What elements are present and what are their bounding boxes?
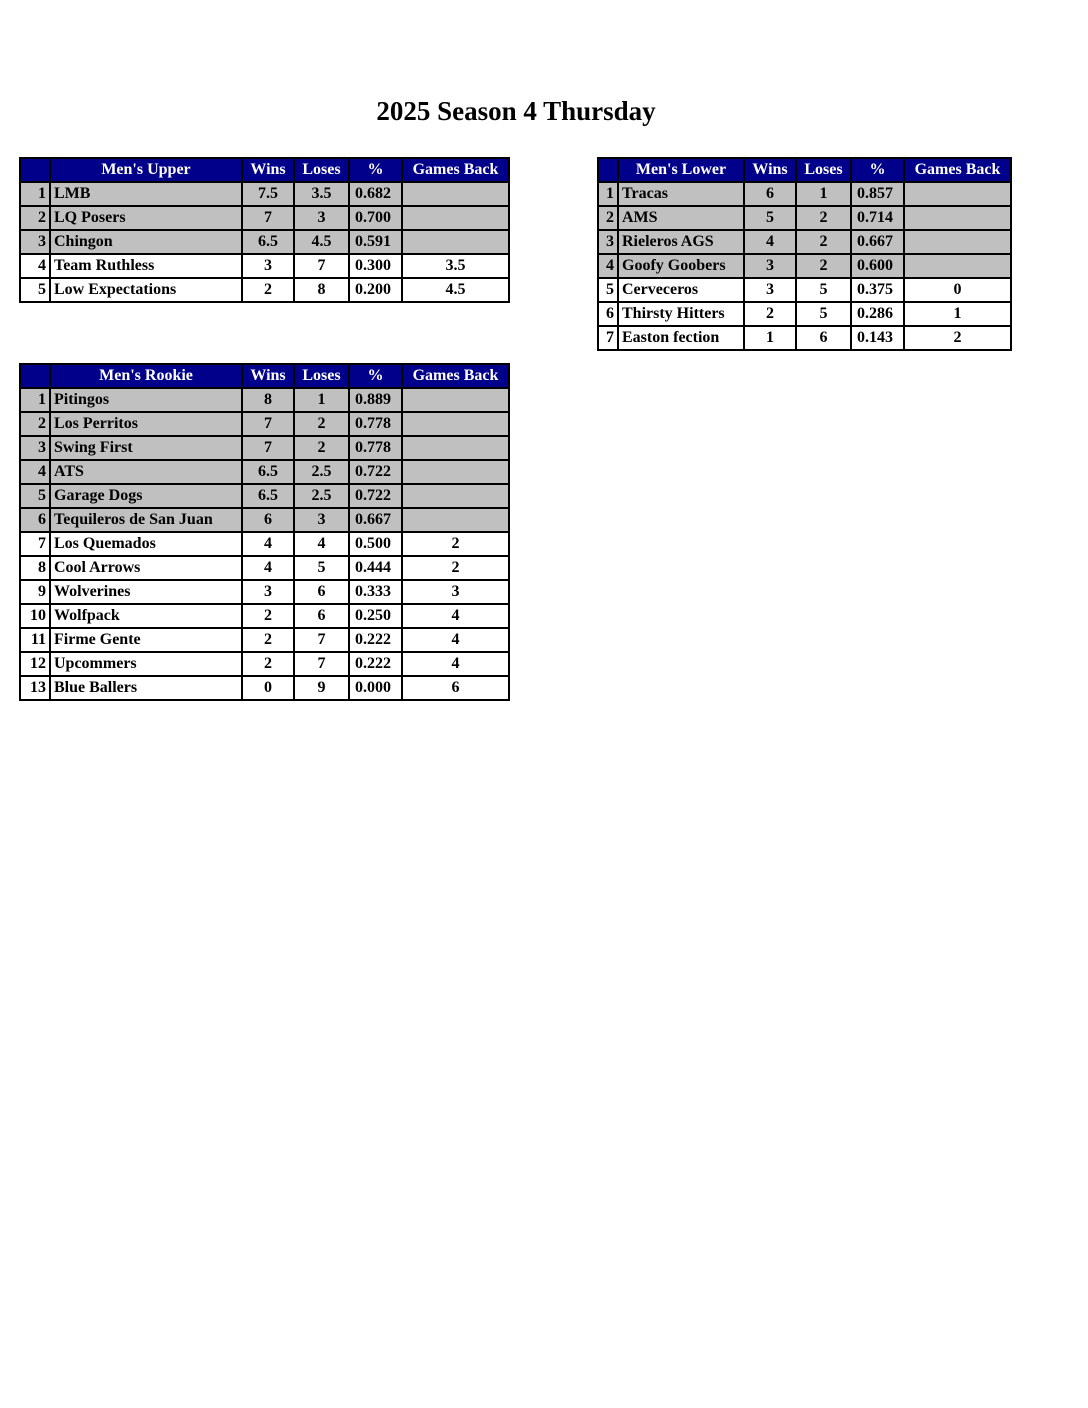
mens-rookie-standings-table [19, 363, 510, 701]
loses-cell: 2 [796, 230, 851, 254]
loses-cell: 5 [796, 278, 851, 302]
division-name-header: Men's Upper [50, 158, 242, 182]
team-name-cell: Wolverines [50, 580, 242, 604]
mens-upper-standings-table [19, 157, 510, 303]
wins-cell: 8 [242, 388, 294, 412]
wins-cell: 2 [242, 628, 294, 652]
pct-cell: 0.200 [349, 278, 402, 302]
loses-cell: 1 [796, 182, 851, 206]
table-row [20, 532, 509, 556]
rank-cell: 3 [20, 230, 50, 254]
table-row [20, 604, 509, 628]
wins-cell: 6 [744, 182, 796, 206]
loses-cell: 2 [796, 206, 851, 230]
wins-header: Wins [744, 158, 796, 182]
wins-cell: 4 [744, 230, 796, 254]
team-name-cell: Goofy Goobers [618, 254, 744, 278]
wins-cell: 2 [242, 278, 294, 302]
games-back-cell [402, 206, 509, 230]
pct-cell: 0.667 [349, 508, 402, 532]
table-header-row [598, 158, 1011, 182]
wins-cell: 2 [744, 302, 796, 326]
wins-cell: 3 [242, 580, 294, 604]
table-row [20, 206, 509, 230]
pct-header: % [349, 158, 402, 182]
wins-header: Wins [242, 364, 294, 388]
loses-cell: 9 [294, 676, 349, 700]
pct-cell: 0.714 [851, 206, 904, 230]
games-back-cell: 3 [402, 580, 509, 604]
pct-cell: 0.444 [349, 556, 402, 580]
rank-cell: 12 [20, 652, 50, 676]
wins-cell: 6.5 [242, 484, 294, 508]
team-name-cell: Rieleros AGS [618, 230, 744, 254]
wins-cell: 1 [744, 326, 796, 350]
games-back-cell: 2 [904, 326, 1011, 350]
rank-header [598, 158, 618, 182]
wins-cell: 4 [242, 556, 294, 580]
pct-cell: 0.778 [349, 412, 402, 436]
games-back-cell [402, 460, 509, 484]
team-name-cell: Cerveceros [618, 278, 744, 302]
rank-cell: 5 [20, 484, 50, 508]
pct-cell: 0.500 [349, 532, 402, 556]
wins-cell: 5 [744, 206, 796, 230]
wins-cell: 3 [744, 278, 796, 302]
table-row [20, 436, 509, 460]
rank-cell: 8 [20, 556, 50, 580]
loses-cell: 2.5 [294, 460, 349, 484]
pct-cell: 0.000 [349, 676, 402, 700]
table-row [20, 460, 509, 484]
pct-cell: 0.778 [349, 436, 402, 460]
table-row [20, 230, 509, 254]
games-back-cell: 4 [402, 652, 509, 676]
table-row [20, 412, 509, 436]
pct-cell: 0.889 [349, 388, 402, 412]
loses-cell: 2 [294, 412, 349, 436]
rank-cell: 7 [598, 326, 618, 350]
team-name-cell: Tequileros de San Juan [50, 508, 242, 532]
pct-cell: 0.286 [851, 302, 904, 326]
team-name-cell: Low Expectations [50, 278, 242, 302]
table-row [20, 484, 509, 508]
pct-header: % [851, 158, 904, 182]
team-name-cell: Garage Dogs [50, 484, 242, 508]
games-back-cell: 4.5 [402, 278, 509, 302]
rank-cell: 10 [20, 604, 50, 628]
games-back-cell: 6 [402, 676, 509, 700]
games-back-header: Games Back [402, 364, 509, 388]
team-name-cell: Blue Ballers [50, 676, 242, 700]
table-row [598, 326, 1011, 350]
table-row [20, 580, 509, 604]
team-name-cell: Chingon [50, 230, 242, 254]
table-row [598, 230, 1011, 254]
loses-cell: 4.5 [294, 230, 349, 254]
games-back-cell: 3.5 [402, 254, 509, 278]
games-back-cell [904, 182, 1011, 206]
rank-cell: 1 [598, 182, 618, 206]
games-back-header: Games Back [402, 158, 509, 182]
team-name-cell: Swing First [50, 436, 242, 460]
games-back-cell [402, 412, 509, 436]
rank-cell: 4 [20, 254, 50, 278]
loses-cell: 6 [294, 604, 349, 628]
wins-cell: 6.5 [242, 230, 294, 254]
rank-cell: 2 [20, 412, 50, 436]
team-name-cell: Upcommers [50, 652, 242, 676]
games-back-cell [904, 230, 1011, 254]
pct-cell: 0.300 [349, 254, 402, 278]
games-back-cell: 2 [402, 556, 509, 580]
loses-cell: 2.5 [294, 484, 349, 508]
pct-cell: 0.333 [349, 580, 402, 604]
loses-cell: 2 [796, 254, 851, 278]
rank-header [20, 158, 50, 182]
team-name-cell: Los Quemados [50, 532, 242, 556]
rank-cell: 6 [20, 508, 50, 532]
loses-cell: 5 [796, 302, 851, 326]
wins-cell: 7.5 [242, 182, 294, 206]
games-back-cell: 1 [904, 302, 1011, 326]
team-name-cell: Easton fection [618, 326, 744, 350]
rank-cell: 11 [20, 628, 50, 652]
rank-cell: 6 [598, 302, 618, 326]
table-row [20, 254, 509, 278]
table-header-row [20, 158, 509, 182]
table-row [20, 628, 509, 652]
table-row [598, 182, 1011, 206]
page-title: 2025 Season 4 Thursday [376, 96, 656, 126]
games-back-cell [402, 388, 509, 412]
loses-cell: 3.5 [294, 182, 349, 206]
games-back-cell: 4 [402, 604, 509, 628]
pct-cell: 0.857 [851, 182, 904, 206]
rank-cell: 3 [598, 230, 618, 254]
rank-cell: 5 [20, 278, 50, 302]
loses-cell: 7 [294, 652, 349, 676]
games-back-cell: 4 [402, 628, 509, 652]
table-row [20, 556, 509, 580]
team-name-cell: Wolfpack [50, 604, 242, 628]
team-name-cell: Tracas [618, 182, 744, 206]
table-row [20, 278, 509, 302]
loses-cell: 7 [294, 628, 349, 652]
games-back-cell [904, 254, 1011, 278]
loses-cell: 6 [796, 326, 851, 350]
pct-cell: 0.222 [349, 652, 402, 676]
team-name-cell: LMB [50, 182, 242, 206]
loses-cell: 4 [294, 532, 349, 556]
wins-cell: 6.5 [242, 460, 294, 484]
wins-cell: 4 [242, 532, 294, 556]
team-name-cell: AMS [618, 206, 744, 230]
rank-cell: 1 [20, 388, 50, 412]
games-back-cell [402, 508, 509, 532]
team-name-cell: Cool Arrows [50, 556, 242, 580]
wins-cell: 6 [242, 508, 294, 532]
games-back-header: Games Back [904, 158, 1011, 182]
pct-header: % [349, 364, 402, 388]
pct-cell: 0.222 [349, 628, 402, 652]
table-row [20, 508, 509, 532]
loses-cell: 6 [294, 580, 349, 604]
pct-cell: 0.682 [349, 182, 402, 206]
table-row [598, 254, 1011, 278]
games-back-cell: 0 [904, 278, 1011, 302]
pct-cell: 0.143 [851, 326, 904, 350]
rank-header [20, 364, 50, 388]
pct-cell: 0.722 [349, 484, 402, 508]
team-name-cell: Firme Gente [50, 628, 242, 652]
team-name-cell: Team Ruthless [50, 254, 242, 278]
pct-cell: 0.667 [851, 230, 904, 254]
wins-cell: 3 [242, 254, 294, 278]
pct-cell: 0.600 [851, 254, 904, 278]
loses-cell: 3 [294, 508, 349, 532]
loses-cell: 2 [294, 436, 349, 460]
games-back-cell [402, 484, 509, 508]
rank-cell: 4 [20, 460, 50, 484]
table-row [20, 388, 509, 412]
rank-cell: 4 [598, 254, 618, 278]
wins-header: Wins [242, 158, 294, 182]
division-name-header: Men's Lower [618, 158, 744, 182]
games-back-cell [904, 206, 1011, 230]
rank-cell: 2 [598, 206, 618, 230]
team-name-cell: Pitingos [50, 388, 242, 412]
pct-cell: 0.375 [851, 278, 904, 302]
team-name-cell: LQ Posers [50, 206, 242, 230]
table-row [598, 278, 1011, 302]
rank-cell: 9 [20, 580, 50, 604]
wins-cell: 7 [242, 412, 294, 436]
team-name-cell: Los Perritos [50, 412, 242, 436]
mens-lower-standings-table [597, 157, 1012, 351]
table-row [598, 206, 1011, 230]
pct-cell: 0.250 [349, 604, 402, 628]
games-back-cell: 2 [402, 532, 509, 556]
pct-cell: 0.591 [349, 230, 402, 254]
table-row [20, 676, 509, 700]
pct-cell: 0.722 [349, 460, 402, 484]
rank-cell: 3 [20, 436, 50, 460]
wins-cell: 2 [242, 652, 294, 676]
loses-cell: 5 [294, 556, 349, 580]
loses-cell: 7 [294, 254, 349, 278]
table-row [598, 302, 1011, 326]
table-row [20, 182, 509, 206]
rank-cell: 5 [598, 278, 618, 302]
loses-cell: 3 [294, 206, 349, 230]
team-name-cell: Thirsty Hitters [618, 302, 744, 326]
games-back-cell [402, 230, 509, 254]
loses-header: Loses [796, 158, 851, 182]
rank-cell: 13 [20, 676, 50, 700]
division-name-header: Men's Rookie [50, 364, 242, 388]
loses-header: Loses [294, 364, 349, 388]
wins-cell: 0 [242, 676, 294, 700]
wins-cell: 7 [242, 206, 294, 230]
pct-cell: 0.700 [349, 206, 402, 230]
games-back-cell [402, 182, 509, 206]
wins-cell: 7 [242, 436, 294, 460]
wins-cell: 3 [744, 254, 796, 278]
loses-header: Loses [294, 158, 349, 182]
games-back-cell [402, 436, 509, 460]
team-name-cell: ATS [50, 460, 242, 484]
table-row [20, 652, 509, 676]
table-header-row [20, 364, 509, 388]
rank-cell: 2 [20, 206, 50, 230]
loses-cell: 8 [294, 278, 349, 302]
rank-cell: 7 [20, 532, 50, 556]
rank-cell: 1 [20, 182, 50, 206]
wins-cell: 2 [242, 604, 294, 628]
loses-cell: 1 [294, 388, 349, 412]
